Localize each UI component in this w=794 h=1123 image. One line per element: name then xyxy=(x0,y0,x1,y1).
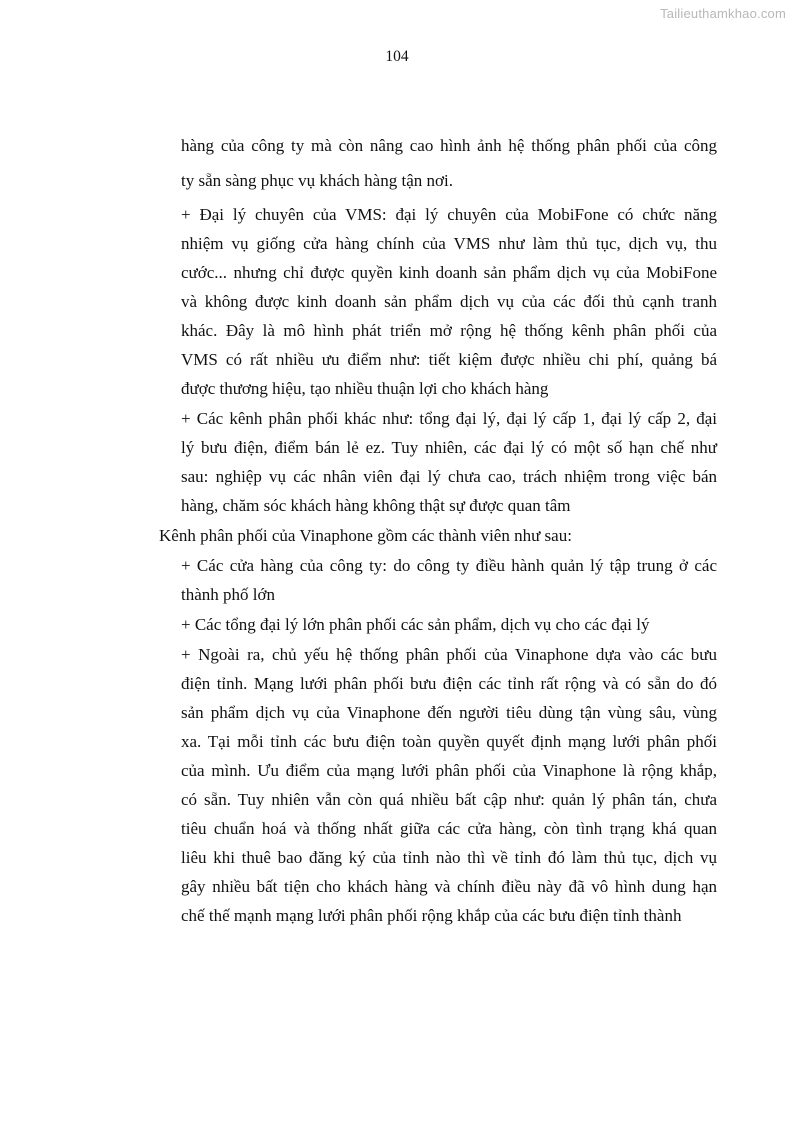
watermark: Tailieuthamkhao.com xyxy=(660,6,786,21)
text-line: Kênh phân phối của Vinaphone gồm các thành viên như sau: xyxy=(159,526,572,545)
text-line: sau: nghiệp vụ các nhân viên đại lý chưa cao, trách nhiệm trong việc bán xyxy=(181,467,717,486)
text-line: lý bưu điện, điểm bán lẻ ez. Tuy nhiên, các đại lý có một số hạn chế như xyxy=(181,438,717,457)
text-line: thành phố lớn xyxy=(181,585,275,604)
text-line: liêu khi thuê bao đăng ký của tỉnh nào thì về tỉnh đó làm thủ tục, dịch vụ xyxy=(181,848,717,867)
text-line: chế thế mạnh mạng lưới phân phối rộng khắp của các bưu điện tỉnh thành xyxy=(181,906,682,925)
text-line: có sẵn. Tuy nhiên vẫn còn quá nhiều bất cập như: quản lý phân tán, chưa xyxy=(181,790,717,809)
text-line: + Đại lý chuyên của VMS: đại lý chuyên của MobiFone có chức năng xyxy=(181,205,717,224)
page-number: 104 xyxy=(385,48,409,65)
text-line: sản phẩm dịch vụ của Vinaphone đến người tiêu dùng tận vùng sâu, vùng xyxy=(181,703,717,722)
text-line: khác. Đây là mô hình phát triển mở rộng hệ thống kênh phân phối của xyxy=(181,321,717,340)
text-line: + Các cửa hàng của công ty: do công ty điều hành quản lý tập trung ở các xyxy=(181,556,717,575)
text-line: được thương hiệu, tạo nhiều thuận lợi cho khách hàng xyxy=(181,379,549,398)
text-line: ty sẵn sàng phục vụ khách hàng tận nơi. xyxy=(181,171,453,190)
text-line: + Các kênh phân phối khác như: tổng đại lý, đại lý cấp 1, đại lý cấp 2, đại xyxy=(181,409,717,428)
text-line: xa. Tại mỗi tỉnh các bưu điện toàn quyền quyết định mạng lưới phân phối xyxy=(181,732,717,751)
text-line: điện tỉnh. Mạng lưới phân phối bưu điện các tỉnh rất rộng và có sẵn do đó xyxy=(181,674,717,693)
text-line: cước... nhưng chỉ được quyền kinh doanh sản phẩm dịch vụ của MobiFone xyxy=(181,263,717,282)
text-line: + Các tổng đại lý lớn phân phối các sản phẩm, dịch vụ cho các đại lý xyxy=(181,615,650,634)
text-line: của mình. Ưu điểm của mạng lưới phân phối của Vinaphone là rộng khắp, xyxy=(181,761,717,780)
text-line: nhiệm vụ giống cửa hàng chính của VMS như làm thủ tục, dịch vụ, thu xyxy=(181,234,717,253)
text-line: và không được kinh doanh sản phẩm dịch vụ của các đối thủ cạnh tranh xyxy=(181,292,717,311)
text-line: hàng của công ty mà còn nâng cao hình ảnh hệ thống phân phối của công xyxy=(181,136,717,155)
text-line: tiêu chuẩn hoá và thống nhất giữa các cửa hàng, còn tình trạng khá quan xyxy=(181,819,717,838)
text-line: + Ngoài ra, chủ yếu hệ thống phân phối của Vinaphone dựa vào các bưu xyxy=(181,645,717,664)
text-line: gây nhiều bất tiện cho khách hàng và chính điều này đã vô hình dung hạn xyxy=(181,877,717,896)
text-line: VMS có rất nhiều ưu điểm như: tiết kiệm được nhiều chi phí, quảng bá xyxy=(181,350,717,369)
text-line: hàng, chăm sóc khách hàng không thật sự được quan tâm xyxy=(181,496,571,515)
